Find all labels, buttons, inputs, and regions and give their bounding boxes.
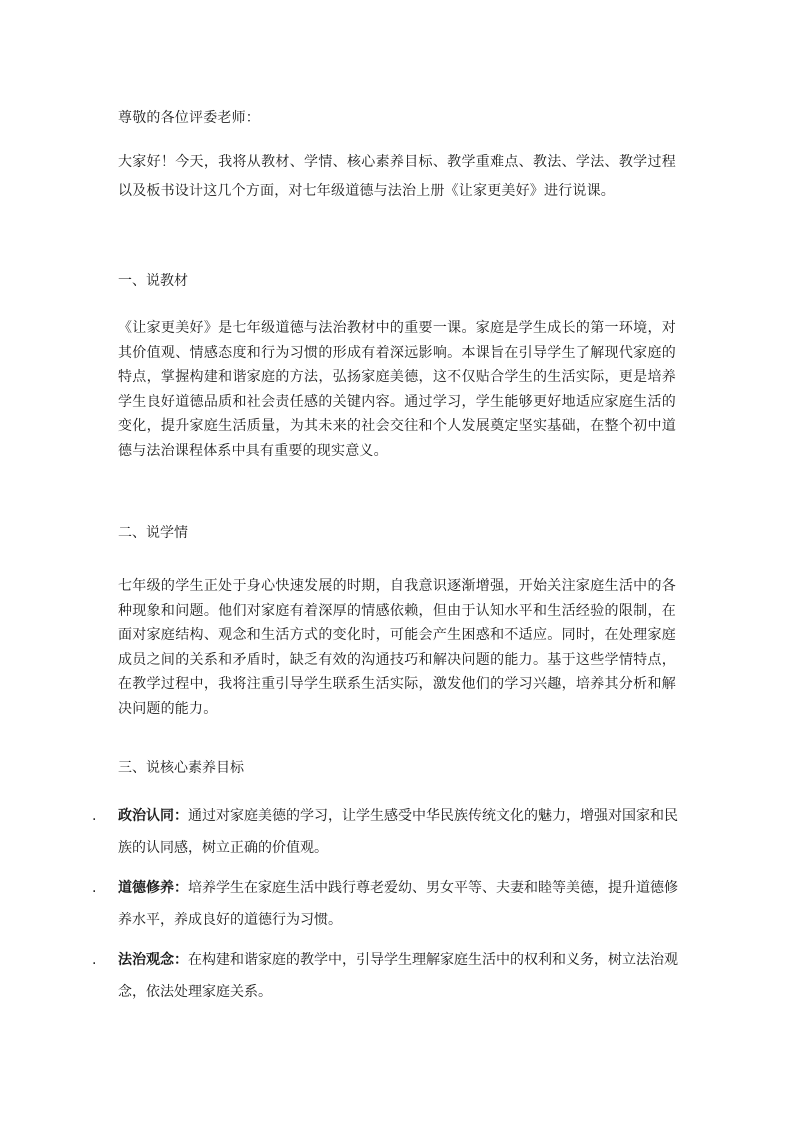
bullet: . xyxy=(92,808,97,824)
goal-title: 法治观念： xyxy=(118,952,188,968)
section-heading-students: 二、说学情 xyxy=(118,525,188,541)
intro-paragraph: 大家好！今天，我将从教材、学情、核心素养目标、教学重难点、教法、学法、教学过程以及板书设计这几个方面，对七年级道德与法治上册《让家更美好》进行说课。 xyxy=(118,154,676,199)
bullet: . xyxy=(92,880,97,896)
section-body-textbook: 《让家更美好》是七年级道德与法治教材中的重要一课。家庭是学生成长的第一环境，对其价值观、情感态度和行为习惯的形成有着深远影响。本课旨在引导学生了解现代家庭的特点，掌握构建和谐家庭的方法，弘扬家庭美德，这不仅贴合学生的生活实际，更是培养学生良好道德品质和社会责任感的关键内容。通过学习，学生能够更好地适应家庭生活的变化，提升家庭生活质量，为其未来的社会交往和个人发展奠定坚实基础，在整个初中道德与法治课程体系中具有重要的现实意义。 xyxy=(118,320,676,459)
greeting: 尊敬的各位评委老师： xyxy=(118,110,260,126)
section-heading-core-goals: 三、说核心素养目标 xyxy=(118,760,244,776)
goal-item-moral xyxy=(92,872,678,936)
section-body-students: 七年级的学生正处于身心快速发展的时期，自我意识逐渐增强，开始关注家庭生活中的各种现象和问题。他们对家庭有着深厚的情感依赖，但由于认知水平和生活经验的限制，在面对家庭结构、观念和生活方式的变化时，可能会产生困惑和不适应。同时，在处理家庭成员之间的关系和矛盾时，缺乏有效的沟通技巧和解决问题的能力。基于这些学情特点，在教学过程中，我将注重引导学生联系生活实际，激发他们的学习兴趣，培养其分析和解决问题的能力。 xyxy=(118,578,676,717)
core-goals-list xyxy=(92,800,678,1016)
goal-item-political xyxy=(92,800,678,864)
goal-item-legal xyxy=(92,944,678,1008)
bullet: . xyxy=(92,952,97,968)
goal-text: 培养学生在家庭生活中践行尊老爱幼、男女平等、夫妻和睦等美德，提升道德修养水平，养成良好的道德行为习惯。 xyxy=(118,880,678,928)
goal-text: 在构建和谐家庭的教学中，引导学生理解家庭生活中的权利和义务，树立法治观念，依法处理家庭关系。 xyxy=(118,952,678,1000)
section-heading-textbook: 一、说教材 xyxy=(118,273,188,289)
goal-title: 政治认同： xyxy=(118,808,188,824)
goal-text: 通过对家庭美德的学习，让学生感受中华民族传统文化的魅力，增强对国家和民族的认同感，树立正确的价值观。 xyxy=(118,808,678,856)
goal-title: 道德修养： xyxy=(118,880,188,896)
